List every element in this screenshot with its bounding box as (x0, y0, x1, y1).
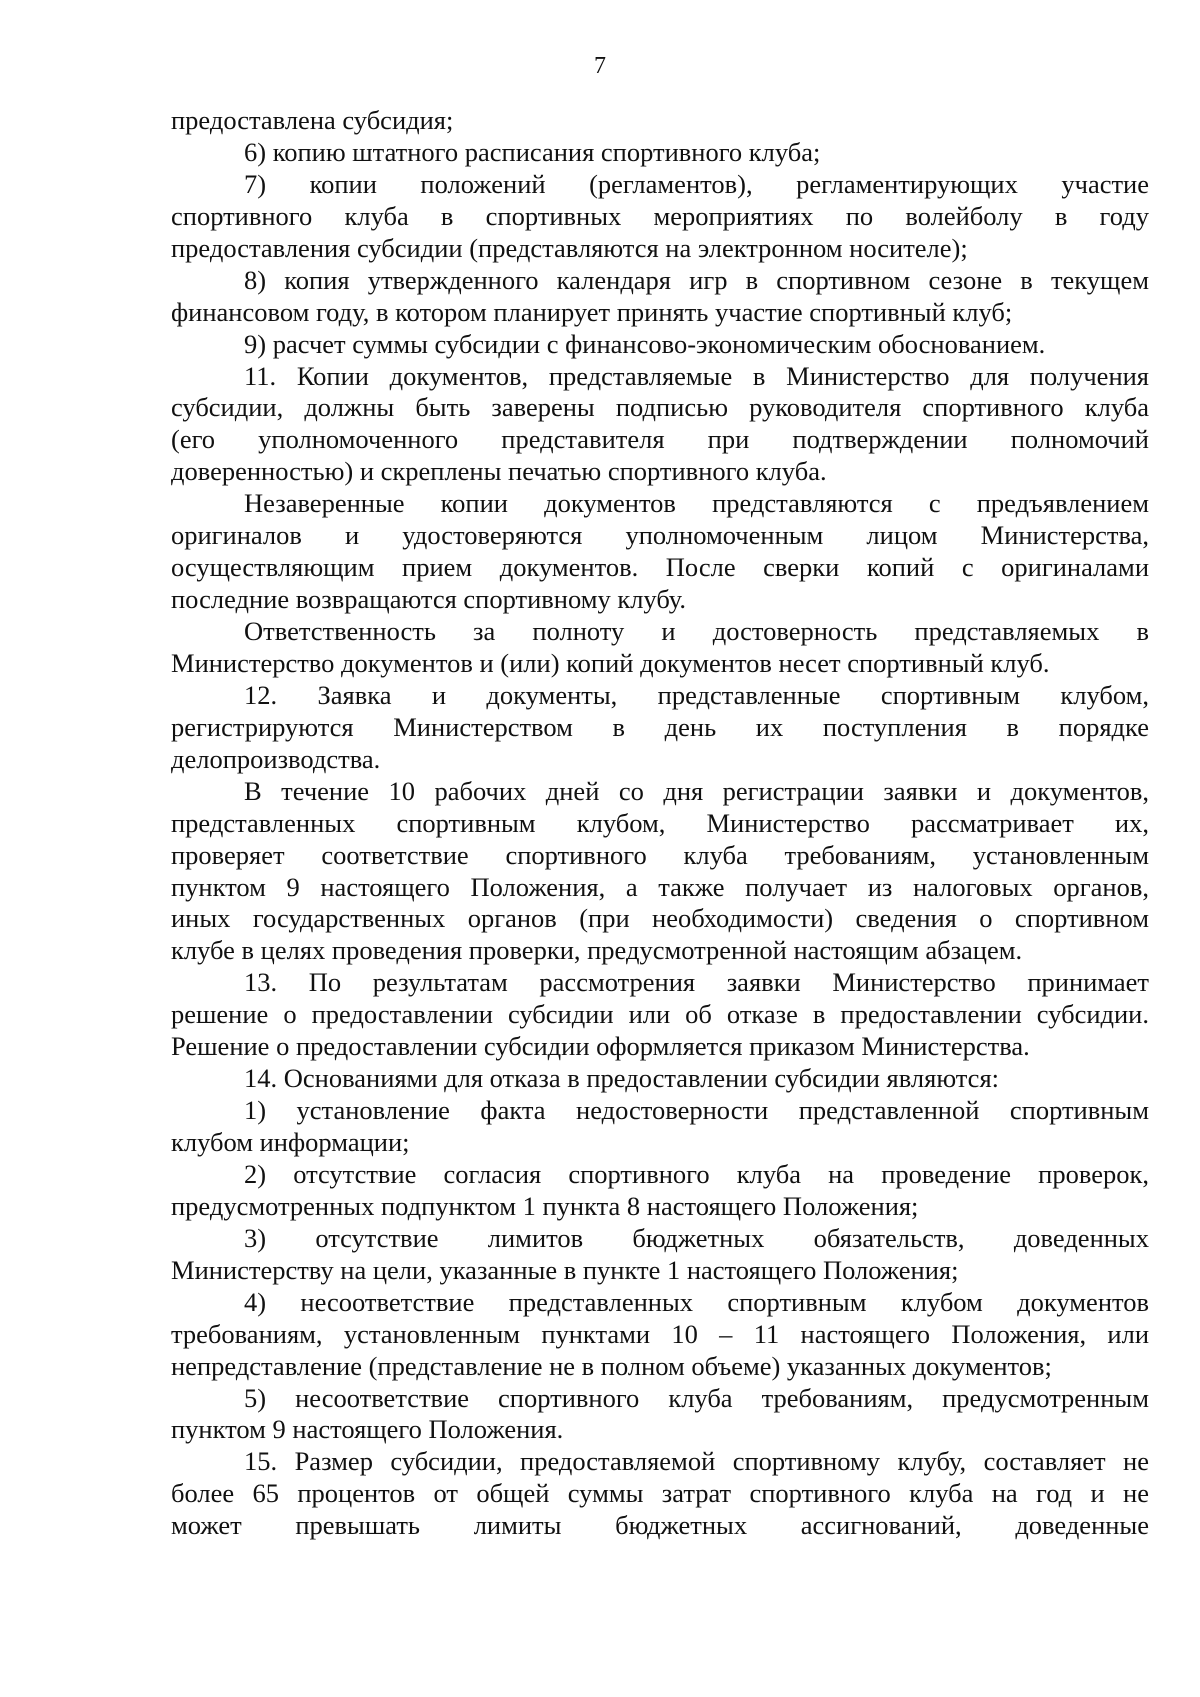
text-line: 15. Размер субсидии, предоставляемой спортивному клубу, составляет не (244, 1446, 1149, 1477)
text-line: Министерству на цели, указанные в пункте 1 настоящего Положения; (171, 1254, 959, 1285)
text-line: 11. Копии документов, представляемые в Министерство для получения (244, 360, 1149, 391)
text-line: регистрируются Министерством в день их поступления в порядке (171, 711, 1149, 742)
text-line: В течение 10 рабочих дней со дня регистрации заявки и документов, (244, 775, 1149, 806)
text-line: решение о предоставлении субсидии или об отказе в предоставлении субсидии. (171, 999, 1149, 1030)
text-line: Министерство документов и (или) копий документов несет спортивный клуб. (171, 647, 1050, 678)
document-body (171, 105, 1149, 1542)
text-line: пунктом 9 настоящего Положения. (171, 1414, 564, 1445)
text-line: 5) несоответствие спортивного клуба требованиям, предусмотренным (244, 1382, 1149, 1413)
text-line: может превышать лимиты бюджетных ассигнований, доведенные (171, 1510, 1149, 1541)
text-line: предоставления субсидии (представляются на электронном носителе); (171, 232, 968, 263)
text-line: пунктом 9 настоящего Положения, а также получает из налоговых органов, (171, 871, 1149, 902)
text-line: иных государственных органов (при необходимости) сведения о спортивном (171, 903, 1149, 934)
text-line: 7) копии положений (регламентов), регламентирующих участие (244, 168, 1149, 199)
text-line: 9) расчет суммы субсидии с финансово-экономическим обоснованием. (244, 328, 1046, 359)
text-line: предусмотренных подпунктом 1 пункта 8 настоящего Положения; (171, 1190, 919, 1221)
text-line: 1) установление факта недостоверности представленной спортивным (244, 1095, 1149, 1126)
text-line: субсидии, должны быть заверены подписью руководителя спортивного клуба (171, 392, 1149, 423)
text-line: (его уполномоченного представителя при подтверждении полномочий (171, 424, 1149, 455)
text-line: непредставление (представление не в полном объеме) указанных документов; (171, 1350, 1052, 1381)
text-line: представленных спортивным клубом, Министерство рассматривает их, (171, 807, 1149, 838)
text-line: 12. Заявка и документы, представленные спортивным клубом, (244, 679, 1149, 710)
text-line: 14. Основаниями для отказа в предоставлении субсидии являются: (244, 1063, 999, 1094)
text-line: Ответственность за полноту и достоверность представляемых в (244, 616, 1149, 646)
text-line: финансовом году, в котором планирует принять участие спортивный клуб; (171, 296, 1013, 327)
text-line: 8) копия утвержденного календаря игр в спортивном сезоне в текущем (244, 264, 1149, 295)
text-line: спортивного клуба в спортивных мероприятиях по волейболу в году (171, 200, 1149, 231)
text-line: 4) несоответствие представленных спортивным клубом документов (244, 1286, 1149, 1317)
text-line: 3) отсутствие лимитов бюджетных обязательств, доведенных (244, 1222, 1149, 1253)
text-line: проверяет соответствие спортивного клуба требованиям, установленным (171, 839, 1149, 870)
text-line: 13. По результатам рассмотрения заявки Министерство принимает (244, 967, 1149, 998)
text-line: оригиналов и удостоверяются уполномоченным лицом Министерства, (171, 520, 1149, 551)
text-line: 6) копию штатного расписания спортивного клуба; (244, 136, 821, 167)
text-line: клубом информации; (171, 1127, 410, 1157)
text-line: Незаверенные копии документов представляются с предъявлением (244, 488, 1149, 519)
text-line: клубе в целях проведения проверки, предусмотренной настоящим абзацем. (171, 935, 1023, 966)
text-line: осуществляющим прием документов. После сверки копий с оригиналами (171, 552, 1149, 583)
text-line: предоставлена субсидия; (171, 105, 454, 135)
text-line: 2) отсутствие согласия спортивного клуба на проведение проверок, (244, 1158, 1149, 1189)
text-line: требованиям, установленным пунктами 10 – 11 настоящего Положения, или (171, 1318, 1149, 1349)
page-number: 7 (594, 53, 606, 79)
text-line: более 65 процентов от общей суммы затрат спортивного клуба на год и не (171, 1478, 1149, 1509)
text-line: доверенностью) и скреплены печатью спортивного клуба. (171, 456, 827, 487)
text-line: Решение о предоставлении субсидии оформляется приказом Министерства. (171, 1031, 1030, 1062)
text-line: последние возвращаются спортивному клубу. (171, 584, 687, 615)
text-line: делопроизводства. (171, 743, 381, 774)
